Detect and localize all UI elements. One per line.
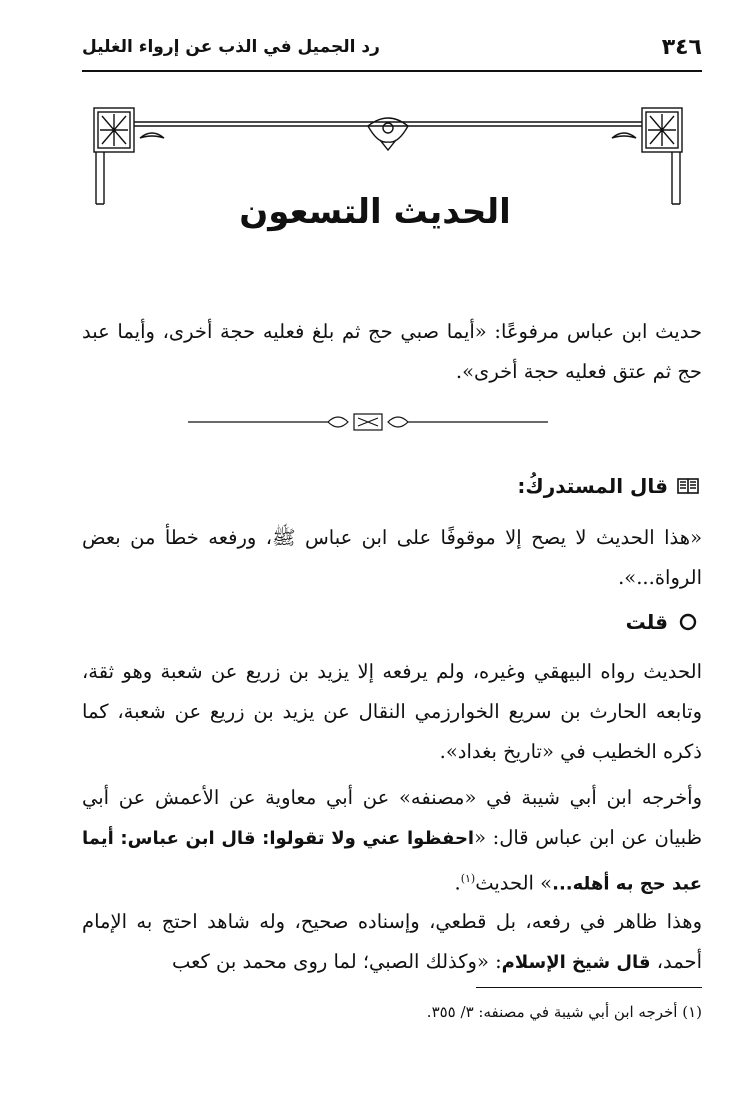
running-title: رد الجميل في الذب عن إرواء الغليل <box>82 37 380 57</box>
page-header <box>82 30 702 64</box>
mustadrak-heading-label: قال المستدركُ: <box>517 474 668 498</box>
qultu-heading-label: قلت <box>625 610 668 634</box>
p3-start: وهذا ظاهر في رفعه، بل قطعي، وإسناده صحيح، وله شاهد احتج به الإمام أحمد، <box>82 910 702 973</box>
mustadrak-quote: «هذا الحديث لا يصح إلا موقوفًا على ابن عباس ﷺ، ورفعه خطأ من بعض الرواة...». <box>82 526 702 589</box>
page-number: ٣٤٦ <box>661 34 702 60</box>
qultu-paragraph-3 <box>82 902 702 983</box>
p3-bold: قال شيخ الإسلام <box>501 952 651 973</box>
open-book-icon <box>676 476 700 496</box>
qultu-paragraph-2: وأخرجه ابن أبي شيبة في «مصنفه» عن أبي معاوية عن الأعمش عن أبي ظبيان عن ابن عباس قال: «احفظوا عني ولا تقولوا: قال ابن عباس: أيما عبد حج به أهله...» الحديث$^{(١)}$. <box>82 786 702 895</box>
qultu-heading <box>82 610 700 634</box>
hadith-text: حديث ابن عباس مرفوعًا: «أيما صبي حج ثم بلغ فعليه حجة أخرى، وأيما عبد حج ثم عتق فعليه حجة أخرى». <box>82 320 702 383</box>
p2-bold: احفظوا عني ولا تقولوا: قال ابن عباس: أيما عبد حج به أهله... <box>82 828 702 895</box>
qultu-paragraph-1: الحديث رواه البيهقي وغيره، ولم يرفعه إلا يزيد بن زريع عن شعبة وهو ثقة، وتابعه الحارث بن سريع الخوارزمي النقال عن يزيد بن زريع عن شعبة، كما ذكره الخطيب في «تاريخ بغداد». <box>82 660 702 763</box>
p2-start: وأخرجه ابن أبي شيبة في «مصنفه» عن أبي معاوية عن الأعمش عن أبي ظبيان عن ابن عباس قال: « <box>82 786 702 849</box>
chapter-title: الحديث التسعون <box>239 192 511 232</box>
mustadrak-heading <box>82 474 700 498</box>
footnote-rule <box>476 987 702 988</box>
p2-end: » الحديث <box>475 871 553 895</box>
p3-end: : «وكذلك الصبي؛ لما روى محمد بن كعب <box>171 950 502 973</box>
ornamental-divider <box>188 410 548 434</box>
footnote: (١) أخرجه ابن أبي شيبة في مصنفه: ٣/ ٣٥٥. <box>426 1003 702 1021</box>
circle-icon <box>676 612 700 632</box>
header-rule <box>82 70 702 72</box>
footnote-reference[interactable]: (١) <box>460 872 476 885</box>
